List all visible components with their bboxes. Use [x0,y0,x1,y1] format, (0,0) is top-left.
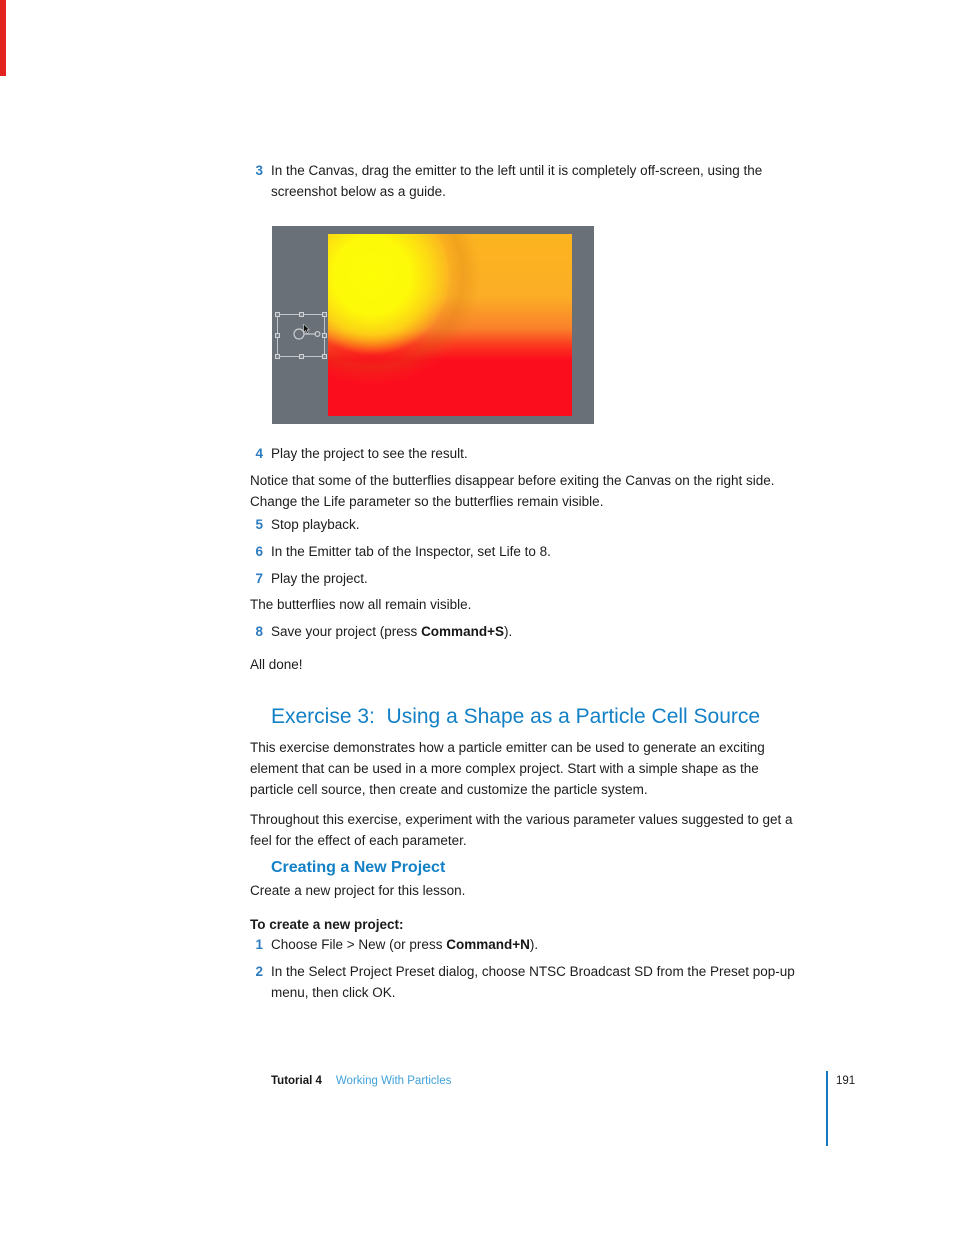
step-number: 3 [255,163,263,178]
chapter-edge-tab [0,0,6,76]
step-number: 4 [255,446,263,461]
gradient-canvas-image [328,234,572,416]
step-number: 1 [255,937,263,952]
step-number: 6 [255,544,263,559]
page-number: 191 [836,1075,856,1087]
step-item-6 [250,541,825,562]
paragraph-notice: Notice that some of the butterflies disappear before exiting the Canvas on the right side. Change the Life parameter so the butterflies remain visible. [250,473,775,509]
subsection-heading-creating-project: Creating a New Project [271,859,446,876]
paragraph-exercise-intro: This exercise demonstrates how a particle emitter can be used to generate an exciting element that can be used in a more complex project. Start with a simple shape as the particle cell source, then create and customize the particle system. [250,740,765,797]
paragraph-throughout: Throughout this exercise, experiment with the various parameter values suggested to get a feel for the effect of each parameter. [250,812,793,848]
canvas-screenshot-figure [272,226,594,424]
step-item-5 [250,514,825,535]
step-text: Choose File > New (or press Command+N). [271,937,539,952]
step-item-1 [250,934,825,955]
section-heading-exercise-3: Exercise 3: Using a Shape as a Particle Cell Source [271,705,761,728]
step-number: 7 [255,571,263,586]
step-number: 5 [255,517,263,532]
step-text: Stop playback. [271,517,360,532]
step-text: In the Emitter tab of the Inspector, set Life to 8. [271,544,551,559]
step-item-8 [250,621,825,642]
step-text: Play the project to see the result. [271,446,468,461]
page-number-rule [826,1071,828,1146]
step-item-2 [250,961,825,1003]
step-text: In the Select Project Preset dialog, choose NTSC Broadcast SD from the Preset pop-up menu, then click OK. [271,964,795,1000]
step-text: Save your project (press Command+S). [271,624,513,639]
paragraph-to-create: To create a new project: [250,917,404,932]
step-text: Play the project. [271,571,368,586]
footer-section-link[interactable]: Working With Particles [335,1075,452,1087]
step-text: In the Canvas, drag the emitter to the left until it is completely off-screen, using the screenshot below as a guide. [271,163,763,199]
mouse-cursor-icon [303,324,311,335]
emitter-selection-box [277,314,325,357]
paragraph-create-lesson: Create a new project for this lesson. [250,883,466,898]
paragraph-butterflies: The butterflies now all remain visible. [250,597,472,612]
emitter-icon [278,315,324,356]
page-footer [271,1074,451,1088]
paragraph-all-done: All done! [250,657,303,672]
step-item-3 [250,160,825,202]
step-item-7 [250,568,825,589]
footer-chapter-label: Tutorial 4 [271,1075,322,1087]
step-number: 8 [255,624,263,639]
step-number: 2 [255,964,263,979]
step-item-4 [250,443,825,464]
